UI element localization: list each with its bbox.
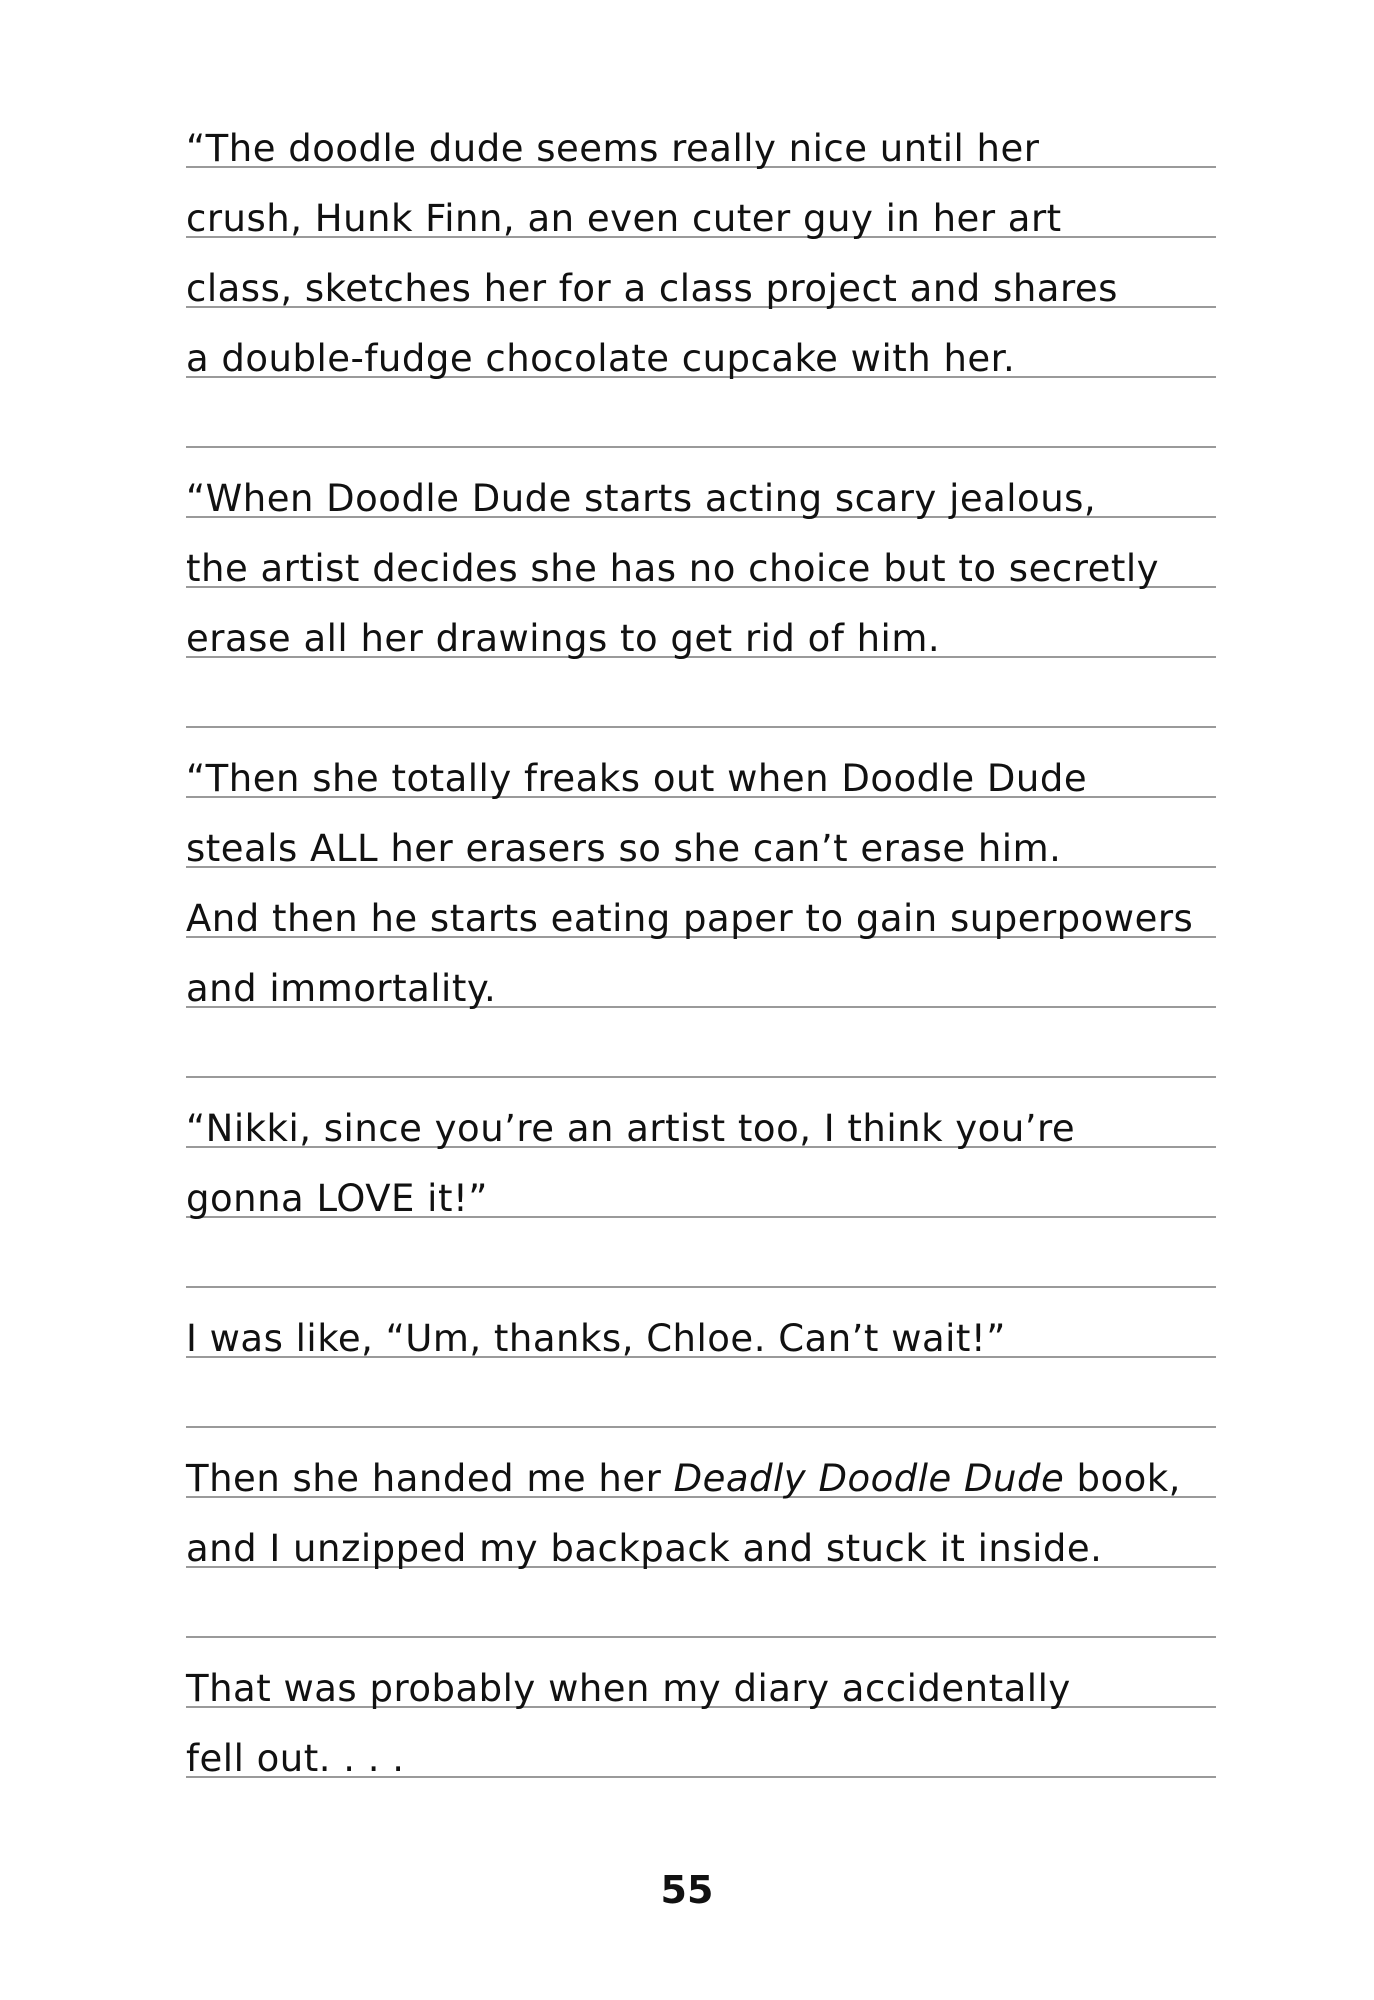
text-line: and immortality. (186, 967, 497, 1010)
text-line: That was probably when my diary accidentally (186, 1667, 1071, 1710)
text-line: “The doodle dude seems really nice until her (186, 127, 1040, 170)
text-line: gonna LOVE it!” (186, 1177, 488, 1220)
text-line: “Nikki, since you’re an artist too, I think you’re (186, 1107, 1076, 1150)
text-line: And then he starts eating paper to gain superpowers (186, 897, 1194, 940)
text-line: the artist decides she has no choice but to secretly (186, 547, 1160, 590)
ruled-line (186, 446, 1216, 448)
text-line: erase all her drawings to get rid of him. (186, 617, 941, 660)
text-line: “When Doodle Dude starts acting scary jealous, (186, 477, 1097, 520)
text-line (186, 1456, 1226, 1502)
text-line: fell out. . . . (186, 1737, 405, 1780)
book-title: Deadly Doodle Dude (673, 1457, 1065, 1500)
text-line: I was like, “Um, thanks, Chloe. Can’t wait!” (186, 1317, 1006, 1360)
text-line (186, 1526, 1226, 1572)
ruled-line (186, 726, 1216, 728)
ruled-line (186, 1636, 1216, 1638)
text-segment: Then she handed me her (186, 1457, 674, 1500)
page-number: 55 (660, 1868, 714, 1912)
text-segment: book, (1064, 1457, 1181, 1500)
text-line: crush, Hunk Finn, an even cuter guy in her art (186, 197, 1062, 240)
text-line: class, sketches her for a class project and shares (186, 267, 1118, 310)
text-line: a double-fudge chocolate cupcake with her. (186, 337, 1016, 380)
ruled-lines-area (186, 0, 1216, 2000)
text-segment: and I unzipped my backpack and stuck it inside. (186, 1527, 1103, 1570)
ruled-line (186, 1286, 1216, 1288)
ruled-line (186, 1076, 1216, 1078)
text-line: steals ALL her erasers so she can’t erase him. (186, 827, 1062, 870)
ruled-line (186, 1426, 1216, 1428)
text-line: “Then she totally freaks out when Doodle Dude (186, 757, 1088, 800)
